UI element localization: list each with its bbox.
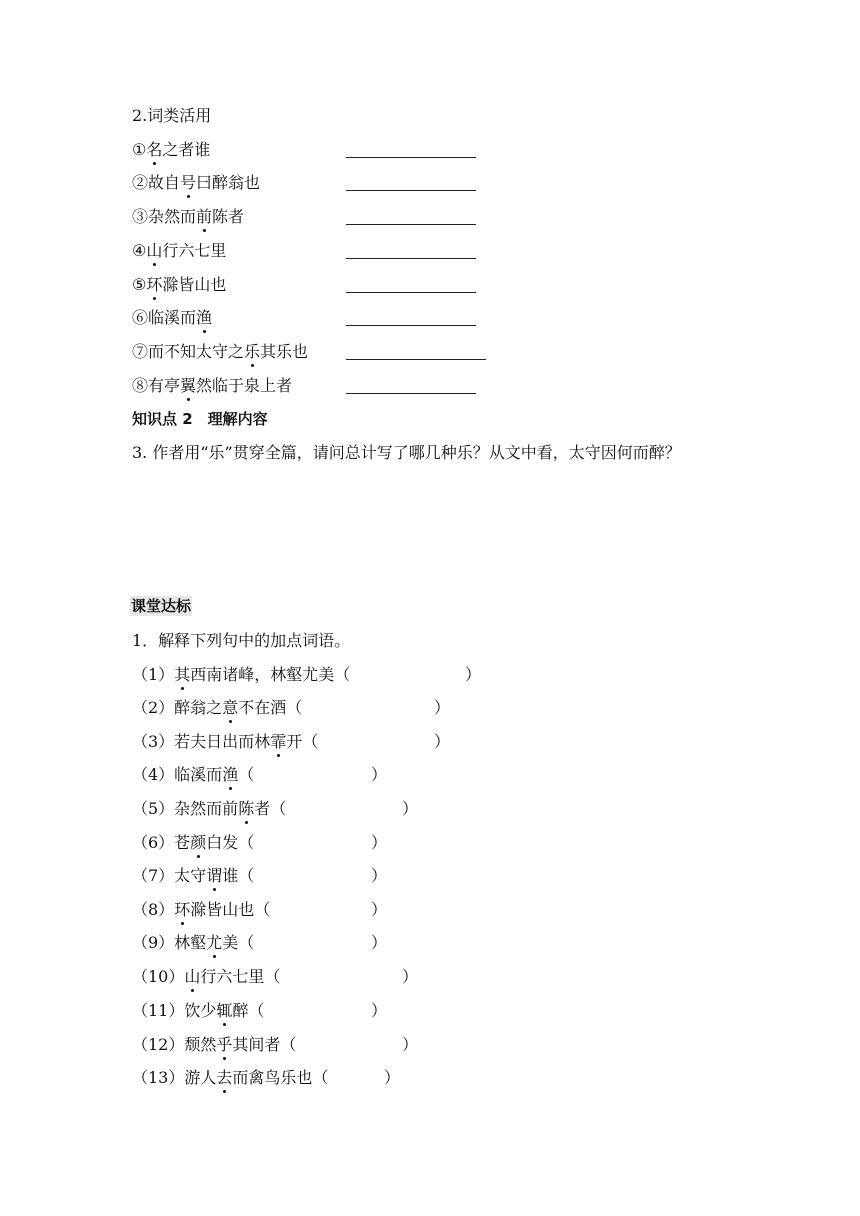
- item-text: （1）: [132, 665, 175, 684]
- close-paren: ）: [371, 900, 388, 919]
- definition-item: [132, 698, 302, 718]
- definition-item: [132, 967, 280, 987]
- item-text: 行六七里: [162, 241, 227, 260]
- item-text: ②故自: [132, 173, 181, 192]
- item-text: 然临于泉上者: [196, 376, 293, 395]
- emphasized-char: 霏: [270, 732, 287, 751]
- item-text: 曰醉翁也: [196, 173, 261, 192]
- item-text: 其乐也: [260, 342, 309, 361]
- close-paren: ）: [371, 1001, 388, 1020]
- answer-blank[interactable]: [346, 258, 476, 259]
- item-text: （5）杂然而前: [132, 799, 239, 818]
- usage-item: [132, 308, 212, 328]
- emphasized-char: 号: [180, 173, 197, 192]
- emphasized-char: 去: [216, 1068, 233, 1087]
- definition-item: [132, 900, 270, 920]
- item-text: ⑦而不知太守之: [132, 342, 245, 361]
- emphasized-char: 山: [146, 241, 163, 260]
- item-text: 陈者: [212, 207, 245, 226]
- item-text: ④: [132, 241, 147, 260]
- item-text: （9）林壑: [132, 933, 207, 952]
- open-paren: （: [334, 665, 351, 684]
- item-text: （4）临溪而: [132, 765, 223, 784]
- close-paren: ）: [371, 933, 388, 952]
- knowledge-point-title: 知识点 2 理解内容: [132, 410, 268, 428]
- item-text: 行六七里: [200, 967, 265, 986]
- item-text: ⑧有亭: [132, 376, 181, 395]
- usage-item: [132, 376, 292, 396]
- usage-item: [132, 275, 226, 295]
- item-text: （7）太守: [132, 866, 207, 885]
- item-text: 开: [286, 732, 303, 751]
- emphasized-char: 其: [174, 665, 191, 684]
- open-paren: （: [254, 900, 271, 919]
- emphasized-char: 颜: [190, 833, 207, 852]
- answer-blank[interactable]: [346, 190, 476, 191]
- item-text: 而禽鸟乐也: [232, 1068, 313, 1087]
- emphasized-char: 环: [174, 900, 191, 919]
- item-text: ⑤: [132, 275, 147, 294]
- question-1: 1．解释下列句中的加点词语。: [132, 631, 351, 650]
- emphasized-char: 辄: [216, 1001, 233, 1020]
- item-text: ③杂然而: [132, 207, 197, 226]
- open-paren: （: [312, 1068, 329, 1087]
- open-paren: （: [302, 732, 319, 751]
- question-3: 3. 作者用“乐”贯穿全篇，请问总计写了哪几种乐？从文中看，太守因何而醉？: [132, 443, 681, 462]
- usage-item: [132, 173, 260, 193]
- item-text: 滁皆山也: [190, 900, 255, 919]
- open-paren: （: [264, 967, 281, 986]
- item-text: （3）若夫日出而林: [132, 732, 271, 751]
- section-heading: 2.词类活用: [132, 106, 212, 125]
- item-text: （12）颓然: [132, 1035, 217, 1054]
- item-text: （8）: [132, 900, 175, 919]
- definition-item: [132, 1068, 328, 1088]
- item-text: 者: [254, 799, 271, 818]
- item-text: 醉: [232, 1001, 249, 1020]
- open-paren: （: [238, 765, 255, 784]
- item-text: （10）: [132, 967, 185, 986]
- item-text: 谁: [222, 866, 239, 885]
- open-paren: （: [238, 933, 255, 952]
- item-text: ⑥临溪而: [132, 308, 197, 327]
- item-text: 白发: [206, 833, 239, 852]
- close-paren: ）: [384, 1068, 401, 1087]
- definition-item: [132, 833, 254, 853]
- answer-blank[interactable]: [346, 325, 476, 326]
- item-text: 不在酒: [238, 698, 287, 717]
- open-paren: （: [248, 1001, 265, 1020]
- definition-item: [132, 866, 254, 886]
- close-paren: ）: [402, 1035, 419, 1054]
- answer-blank[interactable]: [346, 224, 476, 225]
- emphasized-char: 前: [196, 207, 213, 226]
- answer-blank[interactable]: [346, 359, 486, 360]
- answer-blank[interactable]: [346, 393, 476, 394]
- item-text: 其间者: [232, 1035, 281, 1054]
- emphasized-char: 乎: [216, 1035, 233, 1054]
- answer-blank[interactable]: [346, 292, 476, 293]
- usage-item: [132, 342, 308, 362]
- definition-item: [132, 933, 254, 953]
- emphasized-char: 谓: [206, 866, 223, 885]
- classroom-title-wrap: [130, 596, 192, 616]
- close-paren: ）: [371, 765, 388, 784]
- definition-item: [132, 765, 254, 785]
- emphasized-char: 渔: [222, 765, 239, 784]
- emphasized-char: 陈: [238, 799, 255, 818]
- close-paren: ）: [402, 967, 419, 986]
- item-text: （13）游人: [132, 1068, 217, 1087]
- classroom-title: 课堂达标: [131, 597, 192, 615]
- close-paren: ）: [371, 866, 388, 885]
- definition-item: [132, 665, 350, 685]
- usage-item: [132, 140, 210, 160]
- open-paren: （: [286, 698, 303, 717]
- close-paren: ）: [465, 665, 482, 684]
- emphasized-char: 乐: [244, 342, 261, 361]
- definition-item: [132, 1001, 264, 1021]
- item-text: 滁皆山也: [162, 275, 227, 294]
- close-paren: ）: [402, 799, 419, 818]
- item-text: ①: [132, 140, 147, 159]
- emphasized-char: 意: [222, 698, 239, 717]
- close-paren: ）: [434, 732, 451, 751]
- open-paren: （: [238, 866, 255, 885]
- emphasized-char: 尤: [206, 933, 223, 952]
- item-text: 之者谁: [162, 140, 211, 159]
- emphasized-char: 翼: [180, 376, 197, 395]
- open-paren: （: [280, 1035, 297, 1054]
- emphasized-char: 环: [146, 275, 163, 294]
- definition-item: [132, 799, 286, 819]
- close-paren: ）: [434, 698, 451, 717]
- definition-item: [132, 1035, 296, 1055]
- item-text: 美: [222, 933, 239, 952]
- item-text: （6）苍: [132, 833, 191, 852]
- open-paren: （: [270, 799, 287, 818]
- item-text: （11）饮少: [132, 1001, 217, 1020]
- open-paren: （: [238, 833, 255, 852]
- answer-blank[interactable]: [346, 157, 476, 158]
- item-text: （2）醉翁之: [132, 698, 223, 717]
- item-text: 西南诸峰，林壑尤美: [190, 665, 335, 684]
- definition-item: [132, 732, 318, 752]
- usage-item: [132, 241, 226, 261]
- emphasized-char: 名: [146, 140, 163, 159]
- emphasized-char: 渔: [196, 308, 213, 327]
- close-paren: ）: [371, 833, 388, 852]
- emphasized-char: 山: [184, 967, 201, 986]
- usage-item: [132, 207, 244, 227]
